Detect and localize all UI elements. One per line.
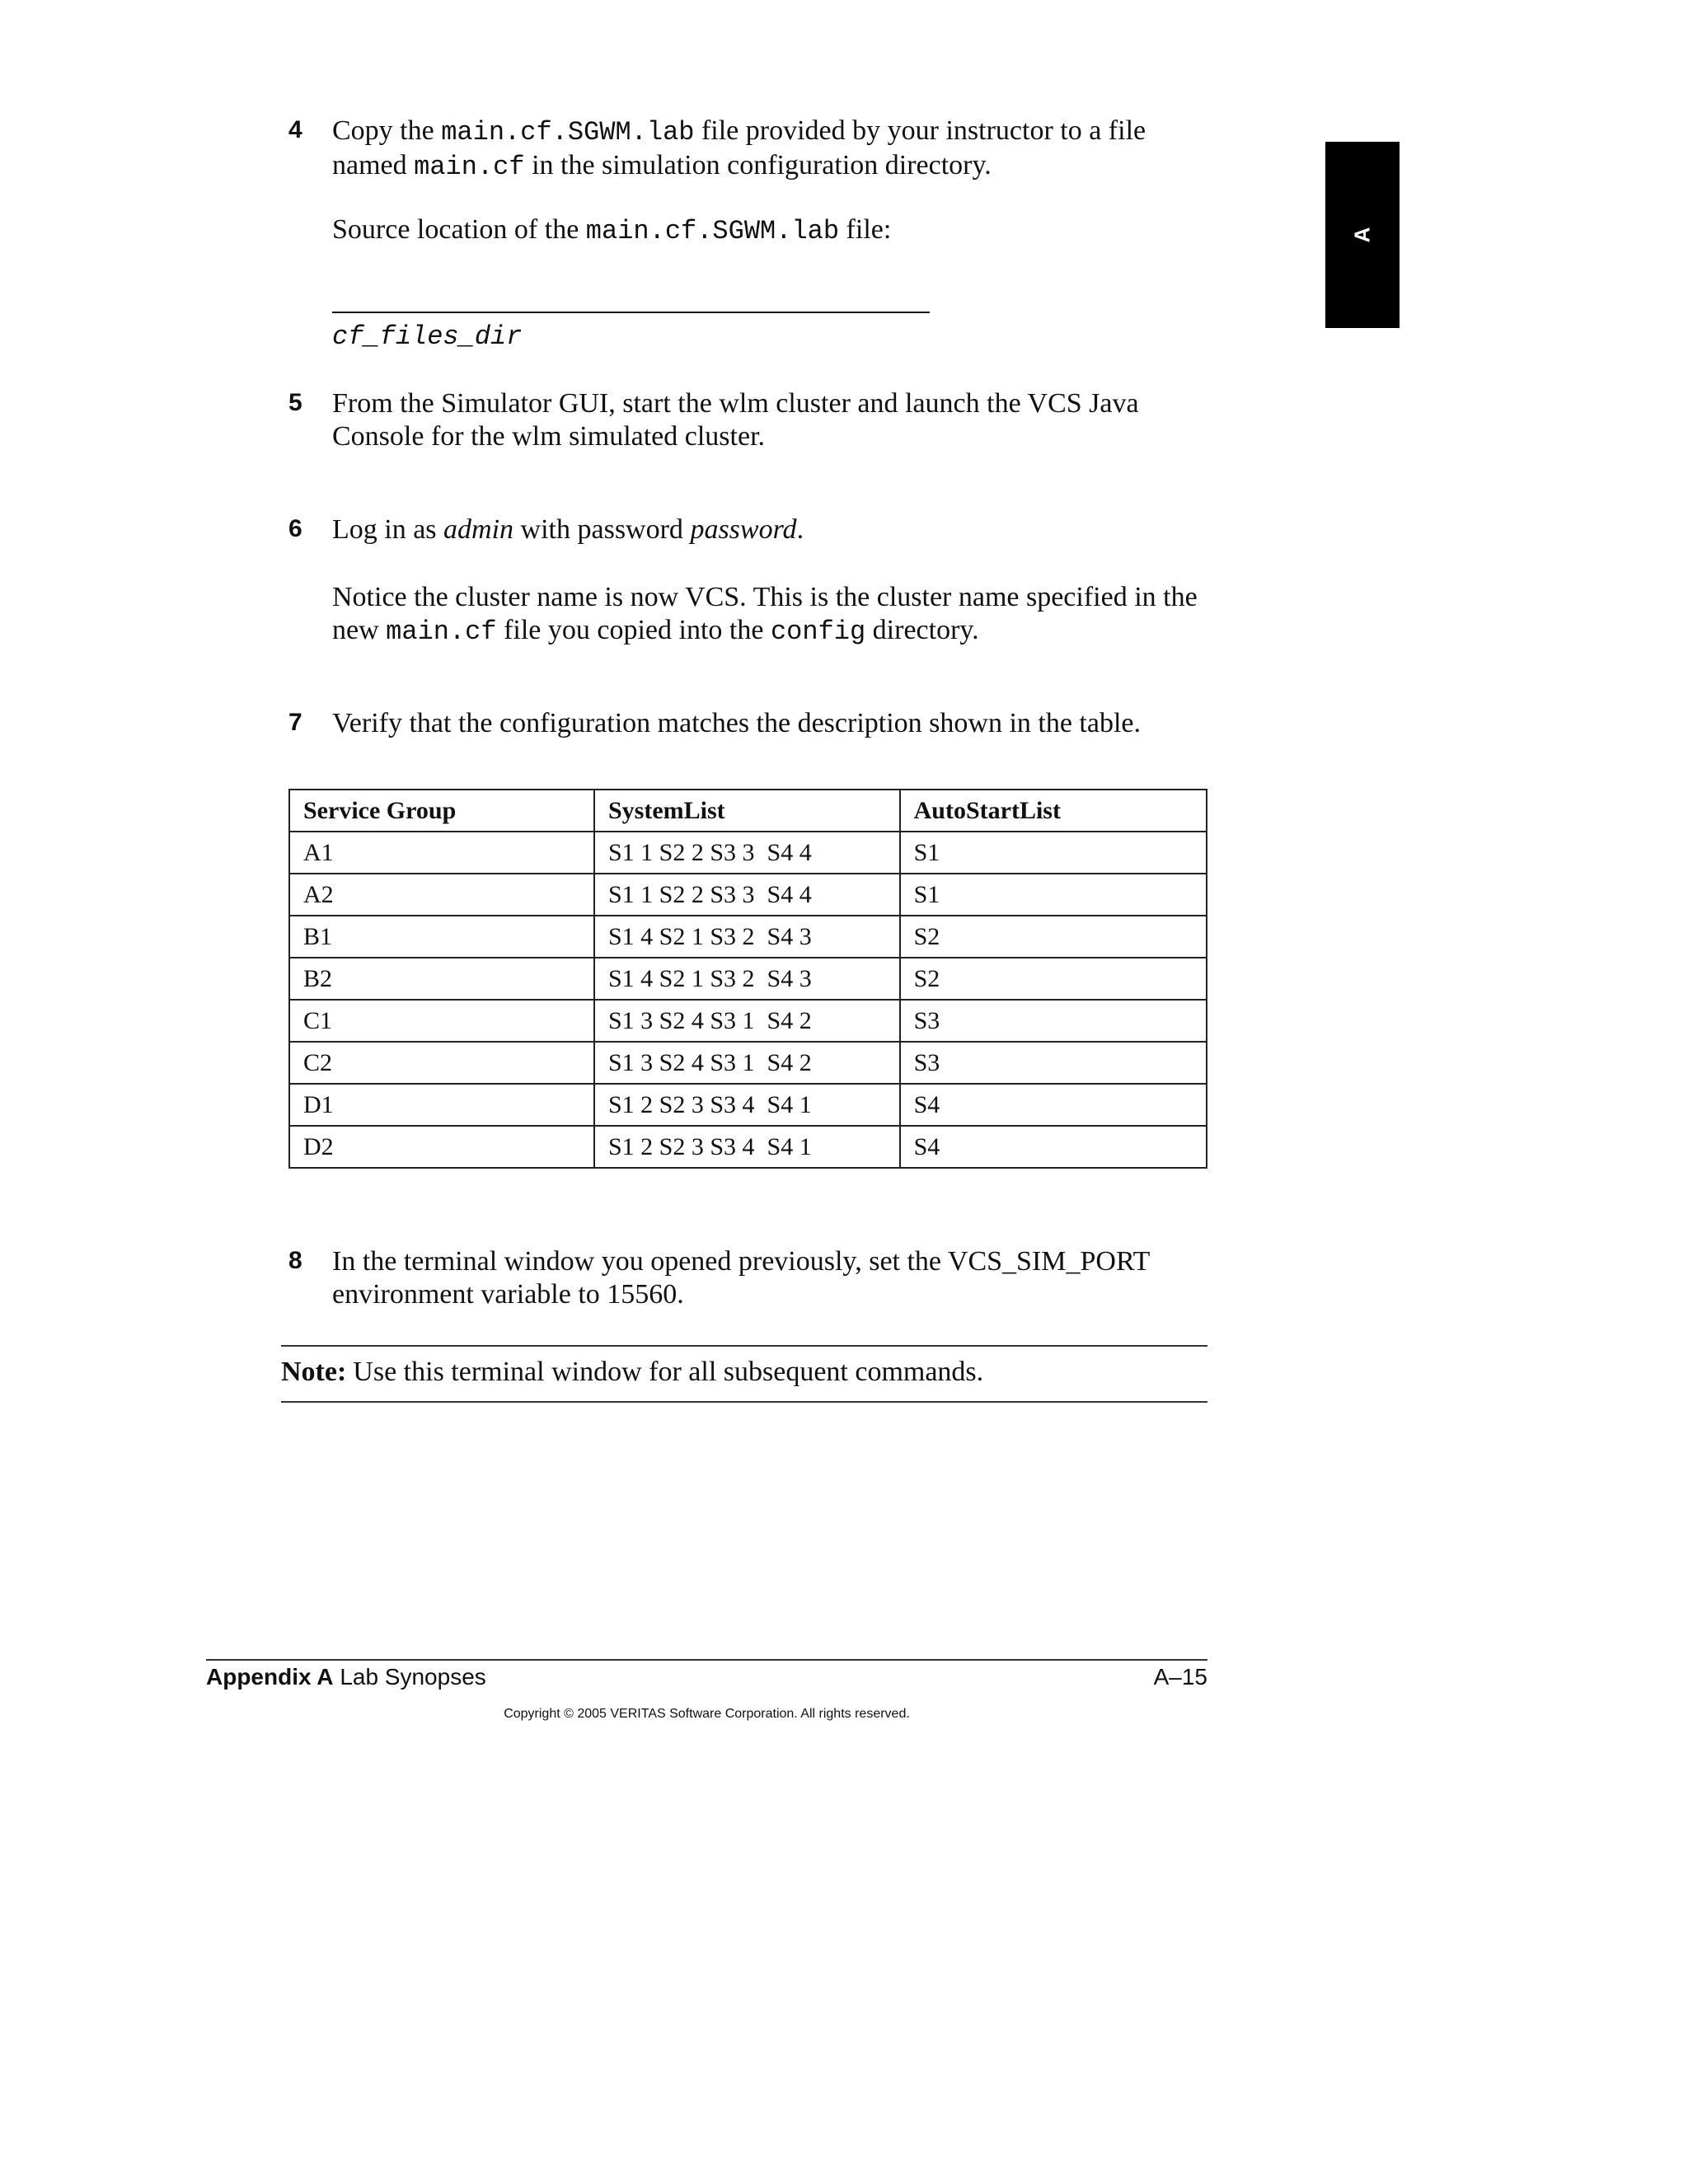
cell-autostartlist: S4 [900, 1084, 1207, 1126]
step-5-line: Console for the wlm simulated cluster. [332, 421, 766, 452]
step-4-code-filename: main.cf.SGWM.lab [441, 117, 695, 148]
step-5-number: 5 [288, 389, 302, 416]
cell-service-group: B1 [289, 916, 594, 958]
notice-code-maincf: main.cf [386, 616, 497, 647]
footer-appendix: Appendix A [206, 1664, 334, 1690]
cell-service-group: C2 [289, 1042, 594, 1084]
step-6-text-part: Log in as [332, 514, 444, 545]
notice-line: Notice the cluster name is now VCS. This is the cluster name specified in the [332, 582, 1198, 612]
fill-in-blank-line [332, 312, 930, 313]
cell-service-group: D2 [289, 1126, 594, 1168]
header-systemlist: SystemList [594, 790, 900, 832]
footer-section-title [206, 1664, 486, 1690]
cell-service-group: B2 [289, 958, 594, 1000]
cell-autostartlist: S2 [900, 916, 1207, 958]
note-top-rule [281, 1345, 1207, 1347]
source-text-part: Source location of the [332, 214, 586, 245]
appendix-side-tab [1325, 142, 1400, 328]
table-row [289, 958, 1207, 1000]
cell-service-group: D1 [289, 1084, 594, 1126]
cell-service-group: C1 [289, 1000, 594, 1042]
cell-autostartlist: S3 [900, 1000, 1207, 1042]
cell-autostartlist: S4 [900, 1126, 1207, 1168]
notice-text-part: file you copied into the [496, 615, 771, 645]
step-6-notice [332, 581, 1239, 649]
step-5-text [332, 387, 1239, 453]
table-row [289, 916, 1207, 958]
step-4-text [332, 115, 1239, 184]
cell-autostartlist: S2 [900, 958, 1207, 1000]
footer-section: Lab Synopses [340, 1664, 486, 1690]
step-8-text [332, 1245, 1239, 1311]
step-4-number: 4 [288, 116, 302, 143]
footer-rule [206, 1659, 1207, 1661]
notice-text-part: directory. [865, 615, 979, 645]
cell-autostartlist: S1 [900, 874, 1207, 916]
service-group-table [288, 789, 1207, 1169]
table-row [289, 1000, 1207, 1042]
cell-systemlist: S1 3 S2 4 S3 1 S4 2 [594, 1042, 900, 1084]
step-7-text: Verify that the configuration matches the description shown in the table. [332, 708, 1142, 738]
step-4-text-part: named [332, 150, 415, 180]
cell-systemlist: S1 4 S2 1 S3 2 S4 3 [594, 916, 900, 958]
cell-autostartlist: S3 [900, 1042, 1207, 1084]
source-code-filename: main.cf.SGWM.lab [585, 216, 840, 246]
cell-systemlist: S1 4 S2 1 S3 2 S4 3 [594, 958, 900, 1000]
step-4-text-part: in the simulation configuration directory. [524, 150, 992, 180]
step-8-line: In the terminal window you opened previously, set the VCS_SIM_PORT [332, 1246, 1151, 1277]
cell-systemlist: S1 1 S2 2 S3 3 S4 4 [594, 832, 900, 874]
header-service-group: Service Group [289, 790, 594, 832]
step-6-text-part: with password [513, 514, 691, 545]
cell-autostartlist: S1 [900, 832, 1207, 874]
note-bottom-rule [281, 1401, 1207, 1403]
side-tab-label: A [1349, 227, 1375, 243]
step-4-code-maincf: main.cf [414, 152, 525, 182]
cell-systemlist: S1 1 S2 2 S3 3 S4 4 [594, 874, 900, 916]
page-number: A–15 [1153, 1664, 1207, 1690]
step-4-text-part: file provided by your instructor to a file [694, 115, 1146, 146]
login-password: password [690, 514, 797, 545]
table-row [289, 1126, 1207, 1168]
table-row [289, 1084, 1207, 1126]
note-box [281, 1356, 983, 1389]
table-row [289, 832, 1207, 874]
step-7-number: 7 [288, 709, 302, 736]
header-autostartlist: AutoStartList [900, 790, 1207, 832]
cell-service-group: A2 [289, 874, 594, 916]
step-4-source-location [332, 213, 1239, 248]
step-6-text [332, 513, 1239, 546]
cell-systemlist: S1 3 S2 4 S3 1 S4 2 [594, 1000, 900, 1042]
notice-code-config: config [770, 616, 866, 647]
copyright-notice: Copyright © 2005 VERITAS Software Corporation. All rights reserved. [504, 1707, 910, 1721]
step-6-text-part: . [796, 514, 804, 545]
login-username: admin [443, 514, 514, 545]
step-4-text-part: Copy the [332, 115, 442, 146]
cf-files-dir-placeholder: cf_files_dir [332, 321, 523, 352]
step-8-number: 8 [288, 1247, 302, 1274]
cell-systemlist: S1 2 S2 3 S3 4 S4 1 [594, 1084, 900, 1126]
source-text-part: file: [839, 214, 892, 245]
cell-systemlist: S1 2 S2 3 S3 4 S4 1 [594, 1126, 900, 1168]
note-label: Note: [281, 1357, 347, 1387]
table-header-row [289, 790, 1207, 832]
step-8-line: environment variable to 15560. [332, 1279, 684, 1310]
cell-service-group: A1 [289, 832, 594, 874]
table-row [289, 1042, 1207, 1084]
step-6-number: 6 [288, 515, 302, 542]
step-5-line: From the Simulator GUI, start the wlm cluster and launch the VCS Java [332, 388, 1139, 419]
note-text: Use this terminal window for all subsequent commands. [353, 1357, 984, 1387]
notice-text-part: new [332, 615, 387, 645]
table-row [289, 874, 1207, 916]
